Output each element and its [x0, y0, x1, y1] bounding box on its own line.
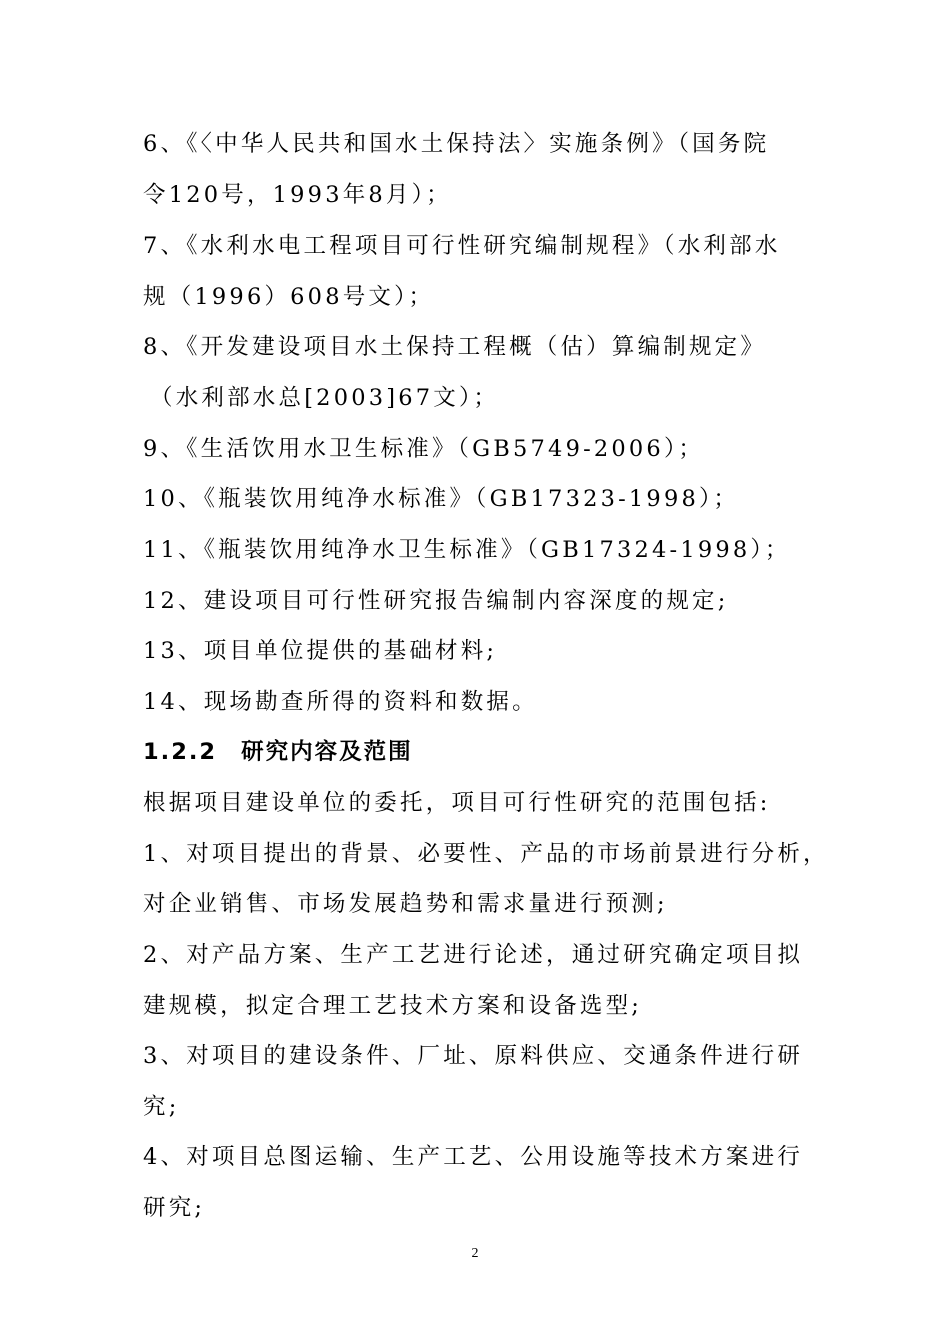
text-line: （水利部水总[2003]67文）；	[150, 385, 500, 411]
text-line: 对企业销售、市场发展趋势和需求量进行预测;	[143, 891, 668, 917]
text-line: 研究;	[143, 1195, 206, 1221]
text-line: 10、《瓶装饮用纯净水标准》（GB17323-1998）；	[143, 486, 740, 512]
text-line: 令120号，1993年8月）；	[143, 182, 452, 208]
text-line: 4、对项目总图运输、生产工艺、公用设施等技术方案进行	[143, 1144, 804, 1170]
text-line: 根据项目建设单位的委托，项目可行性研究的范围包括:	[143, 790, 771, 816]
section-number: 1.2.2	[143, 739, 218, 765]
text-line: 7、《水利水电工程项目可行性研究编制规程》（水利部水	[143, 233, 781, 259]
text-line: 规（1996）608号文）；	[143, 284, 435, 310]
text-line: 1、对项目提出的背景、必要性、产品的市场前景进行分析，	[143, 841, 829, 867]
text-line: 究;	[143, 1094, 180, 1120]
text-line: 13、项目单位提供的基础材料;	[143, 638, 498, 664]
text-line: 14、现场勘查所得的资料和数据。	[143, 689, 538, 715]
page-number: 2	[471, 1246, 479, 1261]
section-heading	[143, 738, 413, 766]
text-line: 6、《〈中华人民共和国水土保持法〉实施条例》（国务院	[143, 131, 770, 157]
text-line: 2、对产品方案、生产工艺进行论述，通过研究确定项目拟	[143, 942, 804, 968]
text-line: 3、对项目的建设条件、厂址、原料供应、交通条件进行研	[143, 1043, 804, 1069]
text-line: 11、《瓶装饮用纯净水卫生标准》（GB17324-1998）；	[143, 537, 791, 563]
text-line: 9、《生活饮用水卫生标准》（GB5749-2006）；	[143, 436, 705, 462]
text-line: 12、建设项目可行性研究报告编制内容深度的规定;	[143, 588, 729, 614]
section-title: 研究内容及范围	[241, 739, 413, 765]
text-line: 建规模，拟定合理工艺技术方案和设备选型;	[143, 993, 643, 1019]
text-line: 8、《开发建设项目水土保持工程概（估）算编制规定》	[143, 334, 767, 360]
